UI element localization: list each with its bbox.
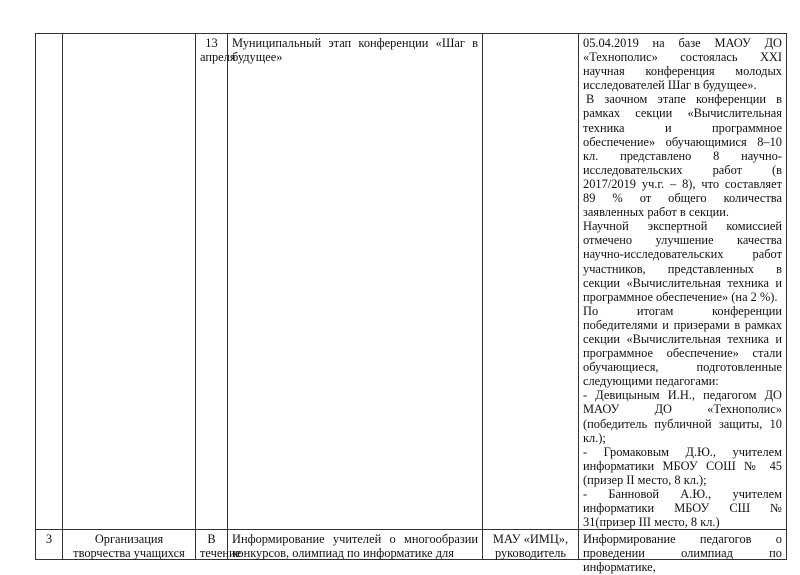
result-paragraph: Научной экспертной комиссией отмечено улучшение качества научно-исследовательских работ участников, представленных в секции «Вычислительная техника и программное обеспечение» (на 2 %). [583, 219, 782, 304]
result-paragraph: По итогам конференции победителями и призерами в рамках секции «Вычислительная техника и программное обеспечение» стали обучающиеся, подготовленные следующими педагогами: [583, 303, 782, 389]
plan-table [35, 33, 787, 575]
direction-cell [63, 34, 196, 530]
result-paragraph: В заочном этапе конференции в рамках секции «Вычислительная техника и программное обеспечение» обучающимися 8–10 кл. представлено 8 научно-исследовательских работ (в 2017/2019 уч.г. – 8), что составляет 89 % от общего количества заявленных работ в секции. [583, 92, 782, 220]
result-paragraph: - Девицыным И.Н., педагогом ДО МАОУ ДО «Технополис» (победитель публичной защиты, 10 кл.); [583, 388, 782, 445]
direction-cell: Организация творчества учащихся [73, 532, 185, 561]
responsible-cell: МАУ «ИМЦ», руководитель [492, 532, 569, 561]
event-cell: Информирование учителей о многообразии конкурсов, олимпиад по информатике для [232, 532, 478, 561]
table-row [36, 34, 787, 530]
result-cell [579, 34, 787, 530]
result-paragraph: - Банновой А.Ю., учителем информатики МБОУ СШ № 31(призер III место, 8 кл.) [583, 487, 782, 530]
result-paragraph: 05.04.2019 на базе МАОУ ДО «Технополис» состоялась XXI научная конференция молодых исследователей Шаг в будущее». [583, 36, 782, 93]
row-number [36, 34, 63, 530]
date-cell: 13 апреля [196, 34, 228, 530]
result-cell: Информирование педагогов о проведении олимпиад по информатике, [583, 532, 782, 575]
event-cell: Муниципальный этап конференции «Шаг в будущее» [228, 34, 483, 530]
table-row [36, 530, 787, 560]
row-number: 3 [45, 532, 53, 547]
result-paragraph: - Громаковым Д.Ю., учителем информатики МБОУ СОШ № 45 (призер II место, 8 кл.); [583, 444, 782, 487]
responsible-cell [483, 34, 579, 530]
date-cell: В течение [200, 532, 242, 561]
